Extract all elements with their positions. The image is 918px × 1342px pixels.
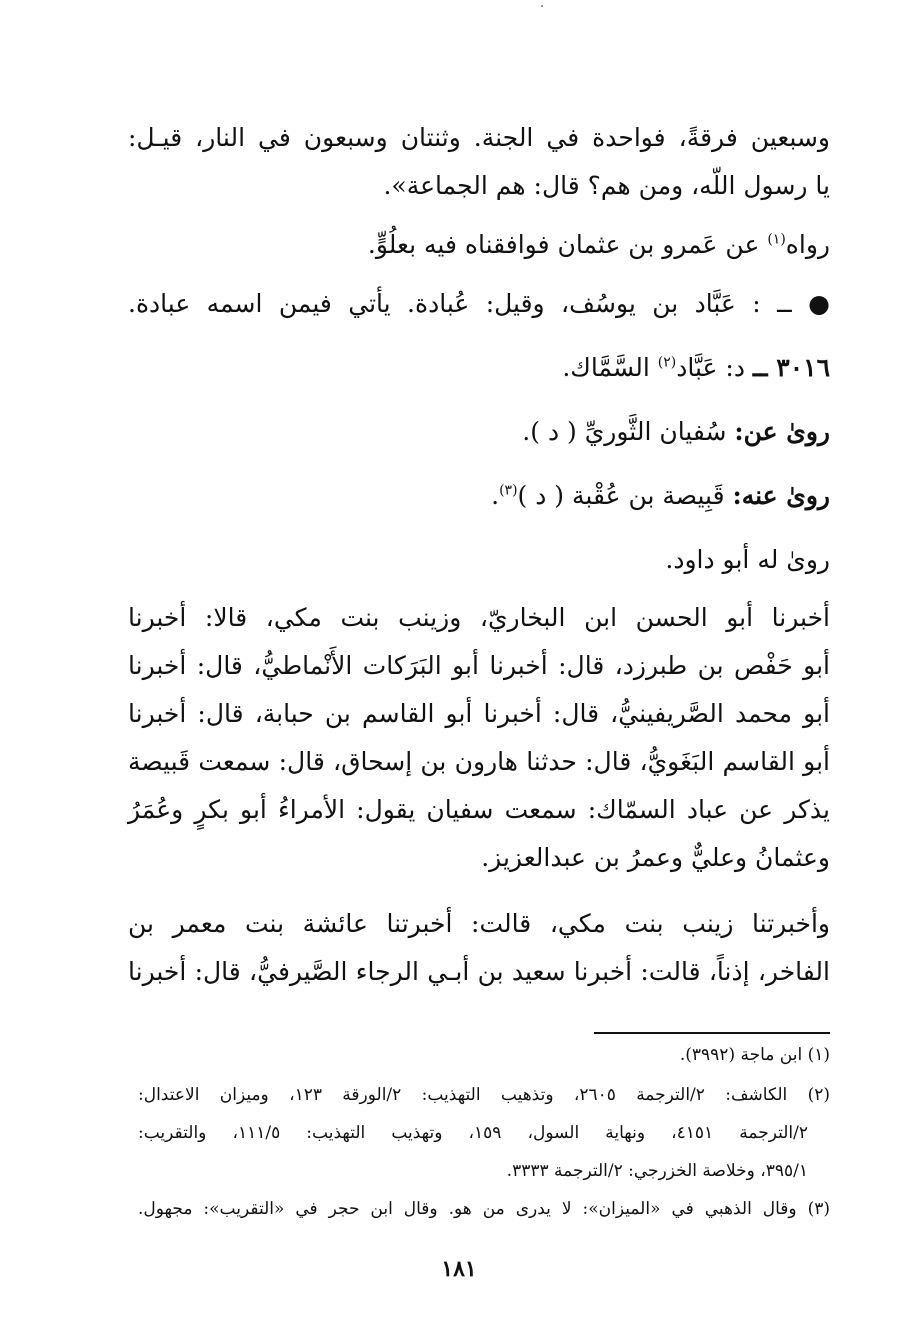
narrated-from-text: سُفيان الثَّوريِّ ( د ). <box>522 417 735 446</box>
isnad-para1-line5: يذكر عن عباد السمّاك: سمعت سفيان يقول: الأمراءُ أبو بكرٍ وعُمَرُ <box>128 795 830 824</box>
footnote-1: (١) ابن ماجة (٣٩٩٢). <box>679 1045 830 1065</box>
footnote-separator <box>594 1032 830 1034</box>
entry-heading <box>562 348 830 388</box>
entry-number: ٣٠١٦ ــ <box>752 353 830 382</box>
footnote-2-line3: ٣٩٥/١، وخلاصة الخزرجي: ٢/الترجمة ٣٣٣٣. <box>506 1161 808 1181</box>
isnad-para2-line2: الفاخر، إذناً، قالت: أخبرنا سعيد بن أبـي الرجاء الصَّيرفيُّ، قال: أخبرنا <box>128 957 830 986</box>
narrated-for-line: رویٰ له أبو داود. <box>665 545 830 574</box>
narrated-by-end: . <box>491 481 500 510</box>
narration-line <box>368 225 830 265</box>
footnote-2-line1: (٢) الكاشف: ٢/الترجمة ٢٦٠٥، وتذهيب التهذيب: ٢/الورقة ١٢٣، وميزان الاعتدال: <box>138 1085 831 1105</box>
entry-name-a: د: عَبَّاد <box>676 353 753 382</box>
body-line-2: يا رسول اللّه، ومن هم؟ قال: هم الجماعة». <box>383 171 830 200</box>
isnad-para2-line1: وأخبرتنا زينب بنت مكي، قالت: أخبرتنا عائشة بنت معمر بن <box>128 909 830 938</box>
page-number: ١٨١ <box>441 1256 477 1282</box>
footnote-ref-2: (٢) <box>657 354 677 371</box>
body-line-1: وسبعين فرقةً، فواحدة في الجنة. وثنتان وسبعون في النار، قيـل: <box>128 123 830 152</box>
isnad-para1-line6: وعثمانُ وعليٌّ وعمرُ بن عبدالعزيز. <box>481 843 830 872</box>
footnote-2-line2: ٢/الترجمة ٤١٥١، ونهاية السول، ١٥٩، وتهذيب التهذيب: ١١١/٥، والتقريب: <box>138 1123 808 1143</box>
narrated-by-text: قَبِيصة بن عُقْبة ( د ) <box>517 481 733 510</box>
footnote-ref-1: (١) <box>767 231 786 248</box>
scan-speck <box>541 5 543 7</box>
narration-text-a: رواه <box>785 230 830 259</box>
footnote-3: (٣) وقال الذهبي في «الميزان»: لا يدرى من هو. وقال ابن حجر في «التقريب»: مجهول. <box>138 1199 830 1219</box>
narrated-by-label: رویٰ عنه: <box>732 481 830 510</box>
entry-name-b: السَّمَّاك. <box>562 353 658 382</box>
isnad-para1-line4: أبو القاسم البَغَويُّ، قال: حدثنا هارون بن إسحاق، قال: سمعت قَبيصة <box>128 747 830 776</box>
cross-reference-line: ● ــ : عَبَّاد بن يوسُف، وقيل: عُبادة. يأتي فيمن اسمه عبادة. <box>128 289 830 318</box>
narrated-from-line <box>522 412 830 452</box>
narrated-by-line <box>491 476 830 516</box>
isnad-para1-line3: أبو محمد الصَّريفينيُّ، قال: أخبرنا أبو القاسم بن حبابة، قال: أخبرنا <box>128 699 830 728</box>
narrated-from-label: رویٰ عن: <box>734 417 830 446</box>
narration-text-b: عن عَمرو بن عثمان فوافقناه فيه بعلُوٍّ. <box>367 230 768 259</box>
isnad-para1-line1: أخبرنا أبو الحسن ابن البخاريّ، وزينب بنت مكي، قالا: أخبرنا <box>128 603 830 632</box>
isnad-para1-line2: أبو حَفْص بن طبرزد، قال: أخبرنا أبو البَرَكات الأَنْماطيُّ، قال: أخبرنا <box>128 651 830 680</box>
footnote-ref-3: (٣) <box>499 482 518 499</box>
